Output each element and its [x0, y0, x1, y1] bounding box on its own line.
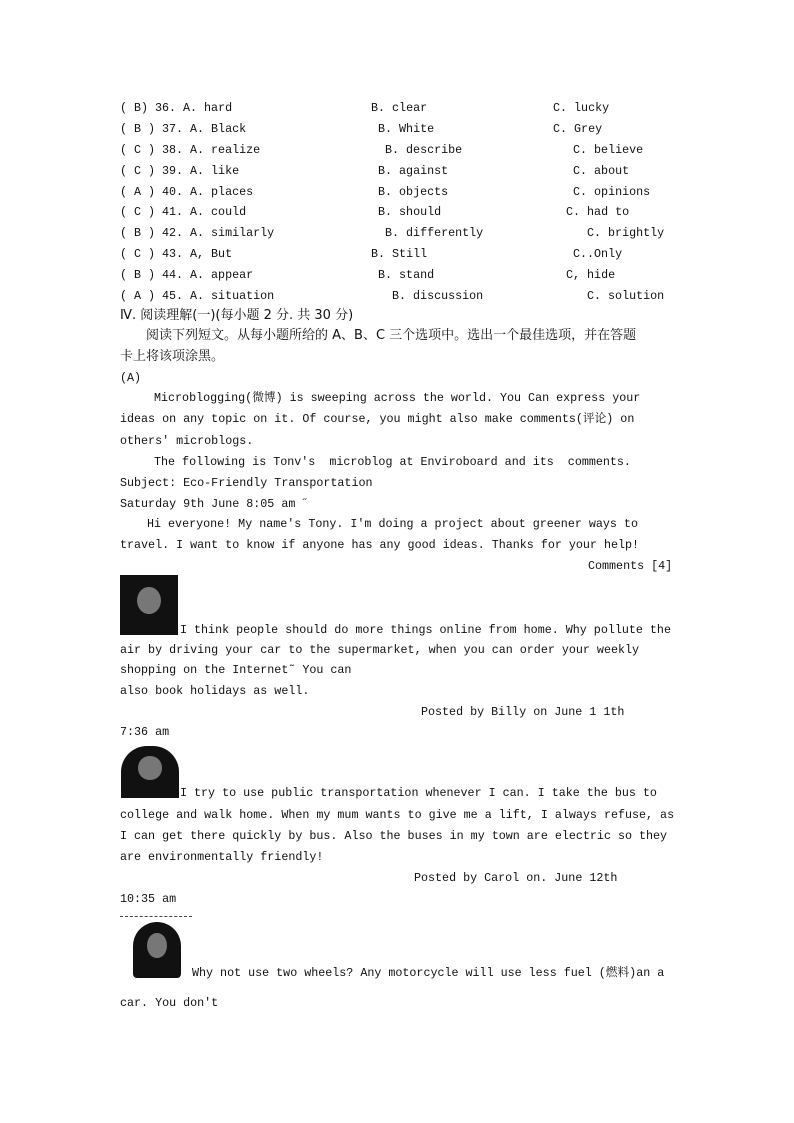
option-b: B. clear — [371, 101, 428, 115]
intro-line: Microblogging(微博) is sweeping across the world. You Can express your — [154, 391, 641, 405]
post-text: Hi everyone! My name's Tony. I'm doing a project about greener ways to — [147, 517, 638, 531]
question-number: 37. — [162, 122, 184, 136]
instructions-line-1: 阅读下列短文。从每小题所给的 A、B、C 三个选项中。选出一个最佳选项，并在答题 — [146, 328, 637, 343]
avatar — [121, 746, 179, 798]
option-c: C. opinions — [573, 185, 651, 199]
answer: ( B) — [120, 101, 149, 115]
question-number: 39. — [162, 164, 184, 178]
option-a: A. like — [190, 164, 240, 178]
posted-by: Posted by Carol on. June 12th — [414, 871, 618, 885]
comment-text: shopping on the Internet˜ You can — [120, 663, 352, 677]
comment-text: Why not use two wheels? Any motorcycle will use less fuel (燃料)an a — [192, 966, 665, 980]
intro-line: The following is Tonv's microblog at Enviroboard and its comments. — [154, 455, 631, 469]
comment-text: also book holidays as well. — [120, 684, 310, 698]
option-c: C..Only — [573, 247, 623, 261]
passage-label: (A) — [120, 371, 142, 385]
option-a: A. realize — [190, 143, 261, 157]
option-b: B. stand — [378, 268, 435, 282]
option-b: B. discussion — [392, 289, 484, 303]
option-b: B. differently — [385, 226, 484, 240]
option-c: C. had to — [566, 205, 630, 219]
question-number: 41. — [162, 205, 184, 219]
option-b: B. objects — [378, 185, 449, 199]
post-text: travel. I want to know if anyone has any good ideas. Thanks for your help! — [120, 538, 640, 552]
answer: ( A ) — [120, 289, 156, 303]
option-a: A. could — [190, 205, 247, 219]
question-number: 44. — [162, 268, 184, 282]
section-heading: Ⅳ. 阅读理解(一)(每小题 2 分. 共 30 分) — [120, 308, 354, 323]
option-a: A. situation — [190, 289, 275, 303]
question-number: 40. — [162, 185, 184, 199]
comments-count: Comments [4] — [588, 559, 673, 573]
option-a: A. similarly — [190, 226, 275, 240]
question-number: 42. — [162, 226, 184, 240]
option-a: A. appear — [190, 268, 254, 282]
option-c: C. about — [573, 164, 630, 178]
comment-text: college and walk home. When my mum wants to give me a lift, I always refuse, as — [120, 808, 675, 822]
option-a: A. Black — [190, 122, 247, 136]
option-b: B. should — [378, 205, 442, 219]
answer: ( C ) — [120, 164, 156, 178]
question-number: 45. — [162, 289, 184, 303]
option-c: C. believe — [573, 143, 644, 157]
option-c: C. Grey — [553, 122, 603, 136]
divider — [120, 916, 192, 917]
option-b: B. Still — [371, 247, 428, 261]
option-a: A, But — [190, 247, 233, 261]
option-a: A. hard — [183, 101, 233, 115]
option-b: B. against — [378, 164, 449, 178]
intro-line: others' microblogs. — [120, 434, 254, 448]
option-c: C. brightly — [587, 226, 665, 240]
option-a: A. places — [190, 185, 254, 199]
comment-text: car. You don't — [120, 996, 219, 1010]
question-number: 43. — [162, 247, 184, 261]
option-c: C. lucky — [553, 101, 610, 115]
comment-text: I try to use public transportation whenever I can. I take the bus to — [180, 786, 657, 800]
answer: ( B ) — [120, 122, 156, 136]
answer: ( C ) — [120, 205, 156, 219]
answer: ( B ) — [120, 226, 156, 240]
option-c: C. solution — [587, 289, 665, 303]
posted-by: Posted by Billy on June 1 1th — [421, 705, 625, 719]
question-number: 36. — [155, 101, 177, 115]
avatar — [120, 575, 178, 635]
posted-time: 7:36 am — [120, 725, 170, 739]
intro-line: ideas on any topic on it. Of course, you might also make comments(评论) on — [120, 412, 635, 426]
answer: ( C ) — [120, 247, 156, 261]
option-c: C, hide — [566, 268, 616, 282]
question-number: 38. — [162, 143, 184, 157]
instructions-line-2: 卡上将该项涂黑。 — [120, 349, 225, 364]
comment-text: air by driving your car to the supermarket, when you can order your weekly — [120, 643, 640, 657]
subject-line: Subject: Eco-Friendly Transportation — [120, 476, 373, 490]
comment-text: I can get there quickly by bus. Also the buses in my town are electric so they — [120, 829, 668, 843]
answer: ( A ) — [120, 185, 156, 199]
option-b: B. describe — [385, 143, 463, 157]
avatar — [133, 922, 181, 978]
answer: ( B ) — [120, 268, 156, 282]
post-date: Saturday 9th June 8:05 am ˝ — [120, 497, 310, 511]
answer: ( C ) — [120, 143, 156, 157]
comment-text: I think people should do more things online from home. Why pollute the — [180, 623, 671, 637]
comment-text: are environmentally friendly! — [120, 850, 324, 864]
option-b: B. White — [378, 122, 435, 136]
posted-time: 10:35 am — [120, 892, 177, 906]
